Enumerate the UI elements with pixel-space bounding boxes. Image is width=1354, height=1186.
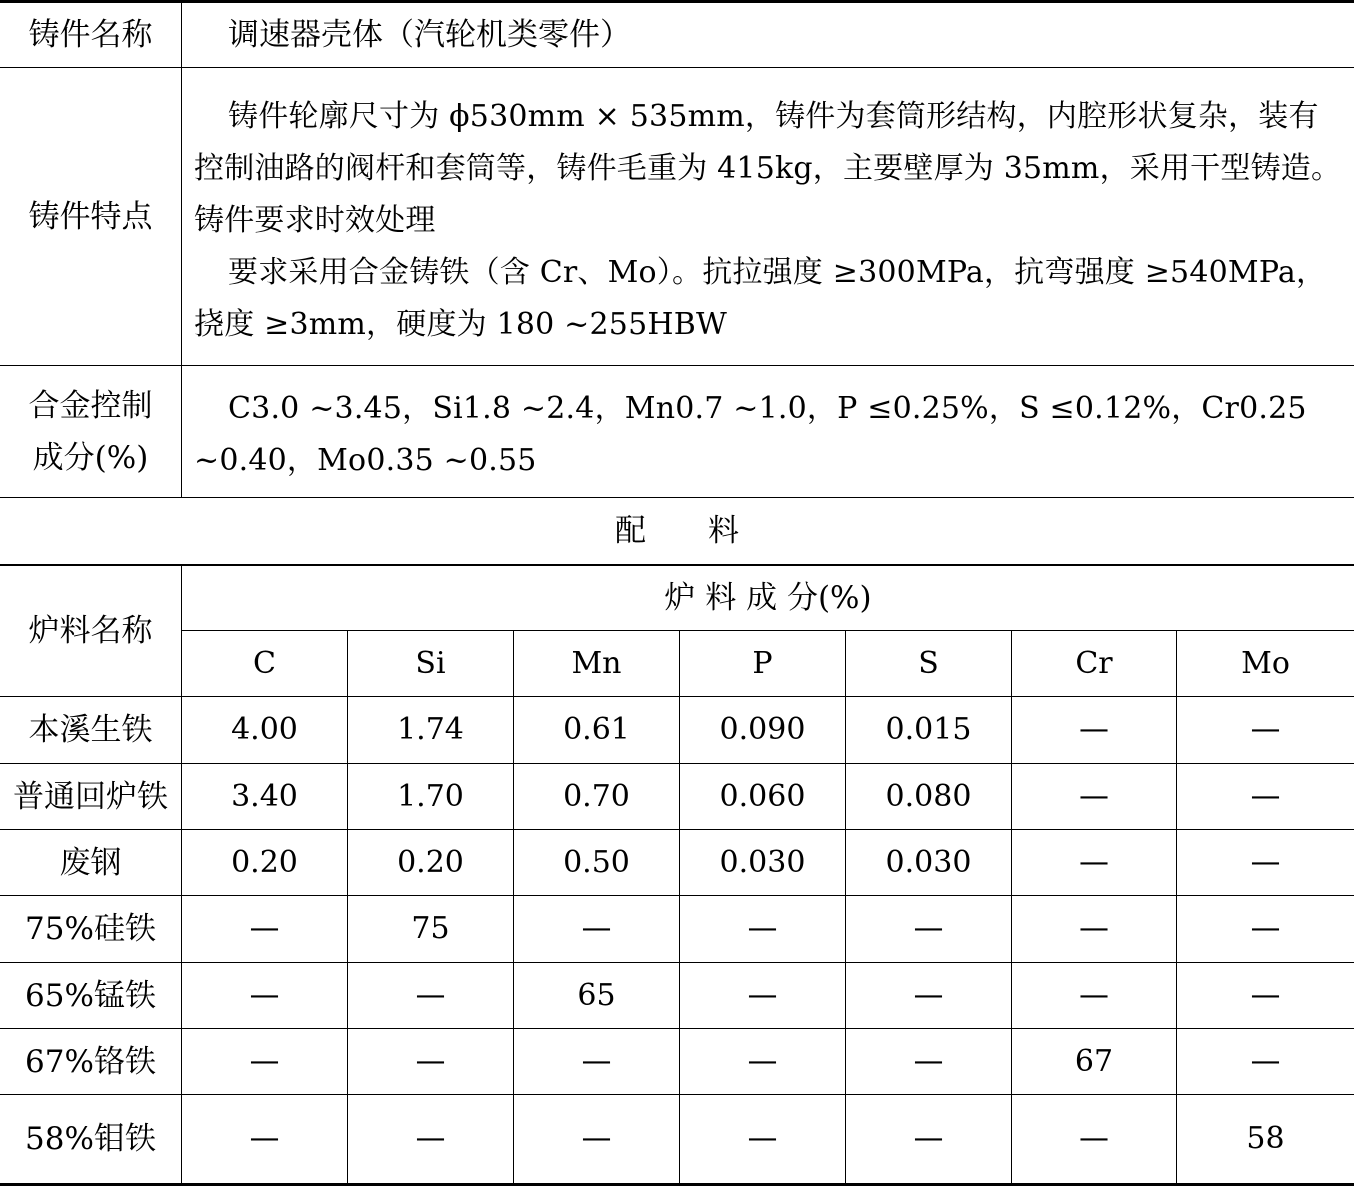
table-cell: 4.00 [231, 712, 298, 747]
table-cell: 1.74 [397, 712, 464, 747]
column-header-mo: Mo [1241, 645, 1290, 681]
table-cell: 0.20 [397, 844, 464, 880]
casting-name-value: 调速器壳体（汽轮机类零件） [228, 16, 631, 53]
table-cell: — [1250, 844, 1281, 880]
rule-after-name [0, 67, 1354, 68]
rule-label-column [181, 0, 182, 498]
table-cell: 0.030 [885, 844, 972, 880]
table-cell: 75 [411, 911, 450, 946]
table-cell: — [1079, 778, 1109, 814]
row-material-name: 废钢 [59, 844, 122, 881]
casting-features-paragraph-1: 铸件轮廓尺寸为 ϕ530mm × 535mm，铸件为套筒形结构，内腔形状复杂，装有控制油路的阀杆和套筒等，铸件毛重为 415kg，主要壁厚为 35mm，采用干型铸造。铸件要求时效处理 [194, 99, 1342, 238]
column-header-cr: Cr [1075, 645, 1113, 681]
table-cell: — [249, 977, 280, 1013]
casting-name-label: 铸件名称 [28, 17, 153, 53]
table-cell: 3.40 [231, 778, 298, 814]
table-cell: 0.030 [719, 844, 806, 880]
table-cell: — [1250, 911, 1281, 946]
rule-top [0, 0, 1354, 3]
table-cell: — [249, 1121, 280, 1156]
table-cell: — [1250, 977, 1281, 1013]
row-material-name: 58%钼铁 [25, 1121, 156, 1157]
table-cell: — [913, 1043, 944, 1079]
table-cell: 65 [577, 977, 616, 1013]
column-header-s: S [918, 645, 939, 681]
table-cell: 0.080 [885, 778, 972, 814]
table-cell: 0.50 [563, 844, 630, 880]
table-cell: — [913, 911, 944, 946]
table-cell: — [415, 1121, 446, 1156]
table-cell: — [1079, 712, 1109, 747]
table-cell: — [913, 977, 944, 1013]
alloy-composition-value [194, 383, 1344, 487]
table-cell: 0.20 [231, 844, 298, 880]
table-cell: — [1079, 844, 1109, 880]
alloy-label-line-1: 合金控制 [28, 387, 153, 424]
alloy-composition-text: C3.0 ~3.45，Si1.8 ~2.4，Mn0.7 ~1.0，P ≤0.25%，S ≤0.12%，Cr0.25 ~0.40，Mo0.35 ~0.55 [194, 391, 1307, 478]
alloy-label-line-2: 成分(%) [32, 439, 149, 476]
column-header-c: C [253, 645, 276, 681]
row-material-name: 65%锰铁 [25, 977, 156, 1014]
row-material-name: 普通回炉铁 [13, 778, 168, 815]
casting-features-label: 铸件特点 [28, 198, 153, 235]
table-cell: — [415, 1043, 446, 1079]
table-cell: 0.060 [719, 778, 806, 814]
column-header-p: P [752, 645, 773, 681]
table-cell: — [1250, 778, 1281, 814]
table-cell: — [1079, 1121, 1109, 1156]
table-cell: — [913, 1121, 944, 1156]
table-cell: — [1250, 712, 1281, 747]
table-cell: 0.70 [563, 778, 630, 814]
table-cell: — [1079, 977, 1109, 1013]
casting-features-text [194, 91, 1344, 351]
table-cell: 0.090 [719, 712, 806, 747]
batching-section-title: 配 料 [615, 512, 739, 549]
alloy-composition-label [0, 366, 181, 497]
table-cell: — [747, 911, 778, 946]
table-cell: — [249, 1043, 280, 1079]
table-cell: 0.61 [563, 712, 630, 747]
casting-features-paragraph-2: 要求采用合金铸铁（含 Cr、Mo）。抗拉强度 ≥300MPa，抗弯强度 ≥540MPa，挠度 ≥3mm，硬度为 180 ~255HBW [194, 255, 1327, 342]
table-cell: — [249, 911, 280, 946]
table-cell: — [581, 911, 612, 946]
table-cell: 1.70 [397, 778, 464, 814]
material-name-header: 炉料名称 [28, 613, 153, 649]
row-material-name: 本溪生铁 [28, 712, 153, 748]
table-cell: — [747, 1121, 778, 1156]
table-cell: — [747, 1043, 778, 1079]
table-cell: — [581, 1043, 612, 1079]
table-cell: — [1079, 911, 1109, 946]
table-cell: 67 [1074, 1043, 1114, 1079]
row-material-name: 67%铬铁 [25, 1043, 156, 1080]
composition-header: 炉 料 成 分(%) [664, 579, 872, 616]
column-header-si: Si [415, 645, 446, 681]
table-cell: 0.015 [885, 712, 972, 747]
table-cell: — [747, 977, 778, 1013]
table-cell: — [415, 977, 446, 1013]
table-cell: — [1250, 1043, 1281, 1079]
column-header-mn: Mn [571, 645, 622, 681]
table-cell: 58 [1246, 1121, 1285, 1156]
rule-after-features [0, 365, 1354, 366]
row-material-name: 75%硅铁 [25, 911, 156, 947]
table-cell: — [581, 1121, 612, 1156]
